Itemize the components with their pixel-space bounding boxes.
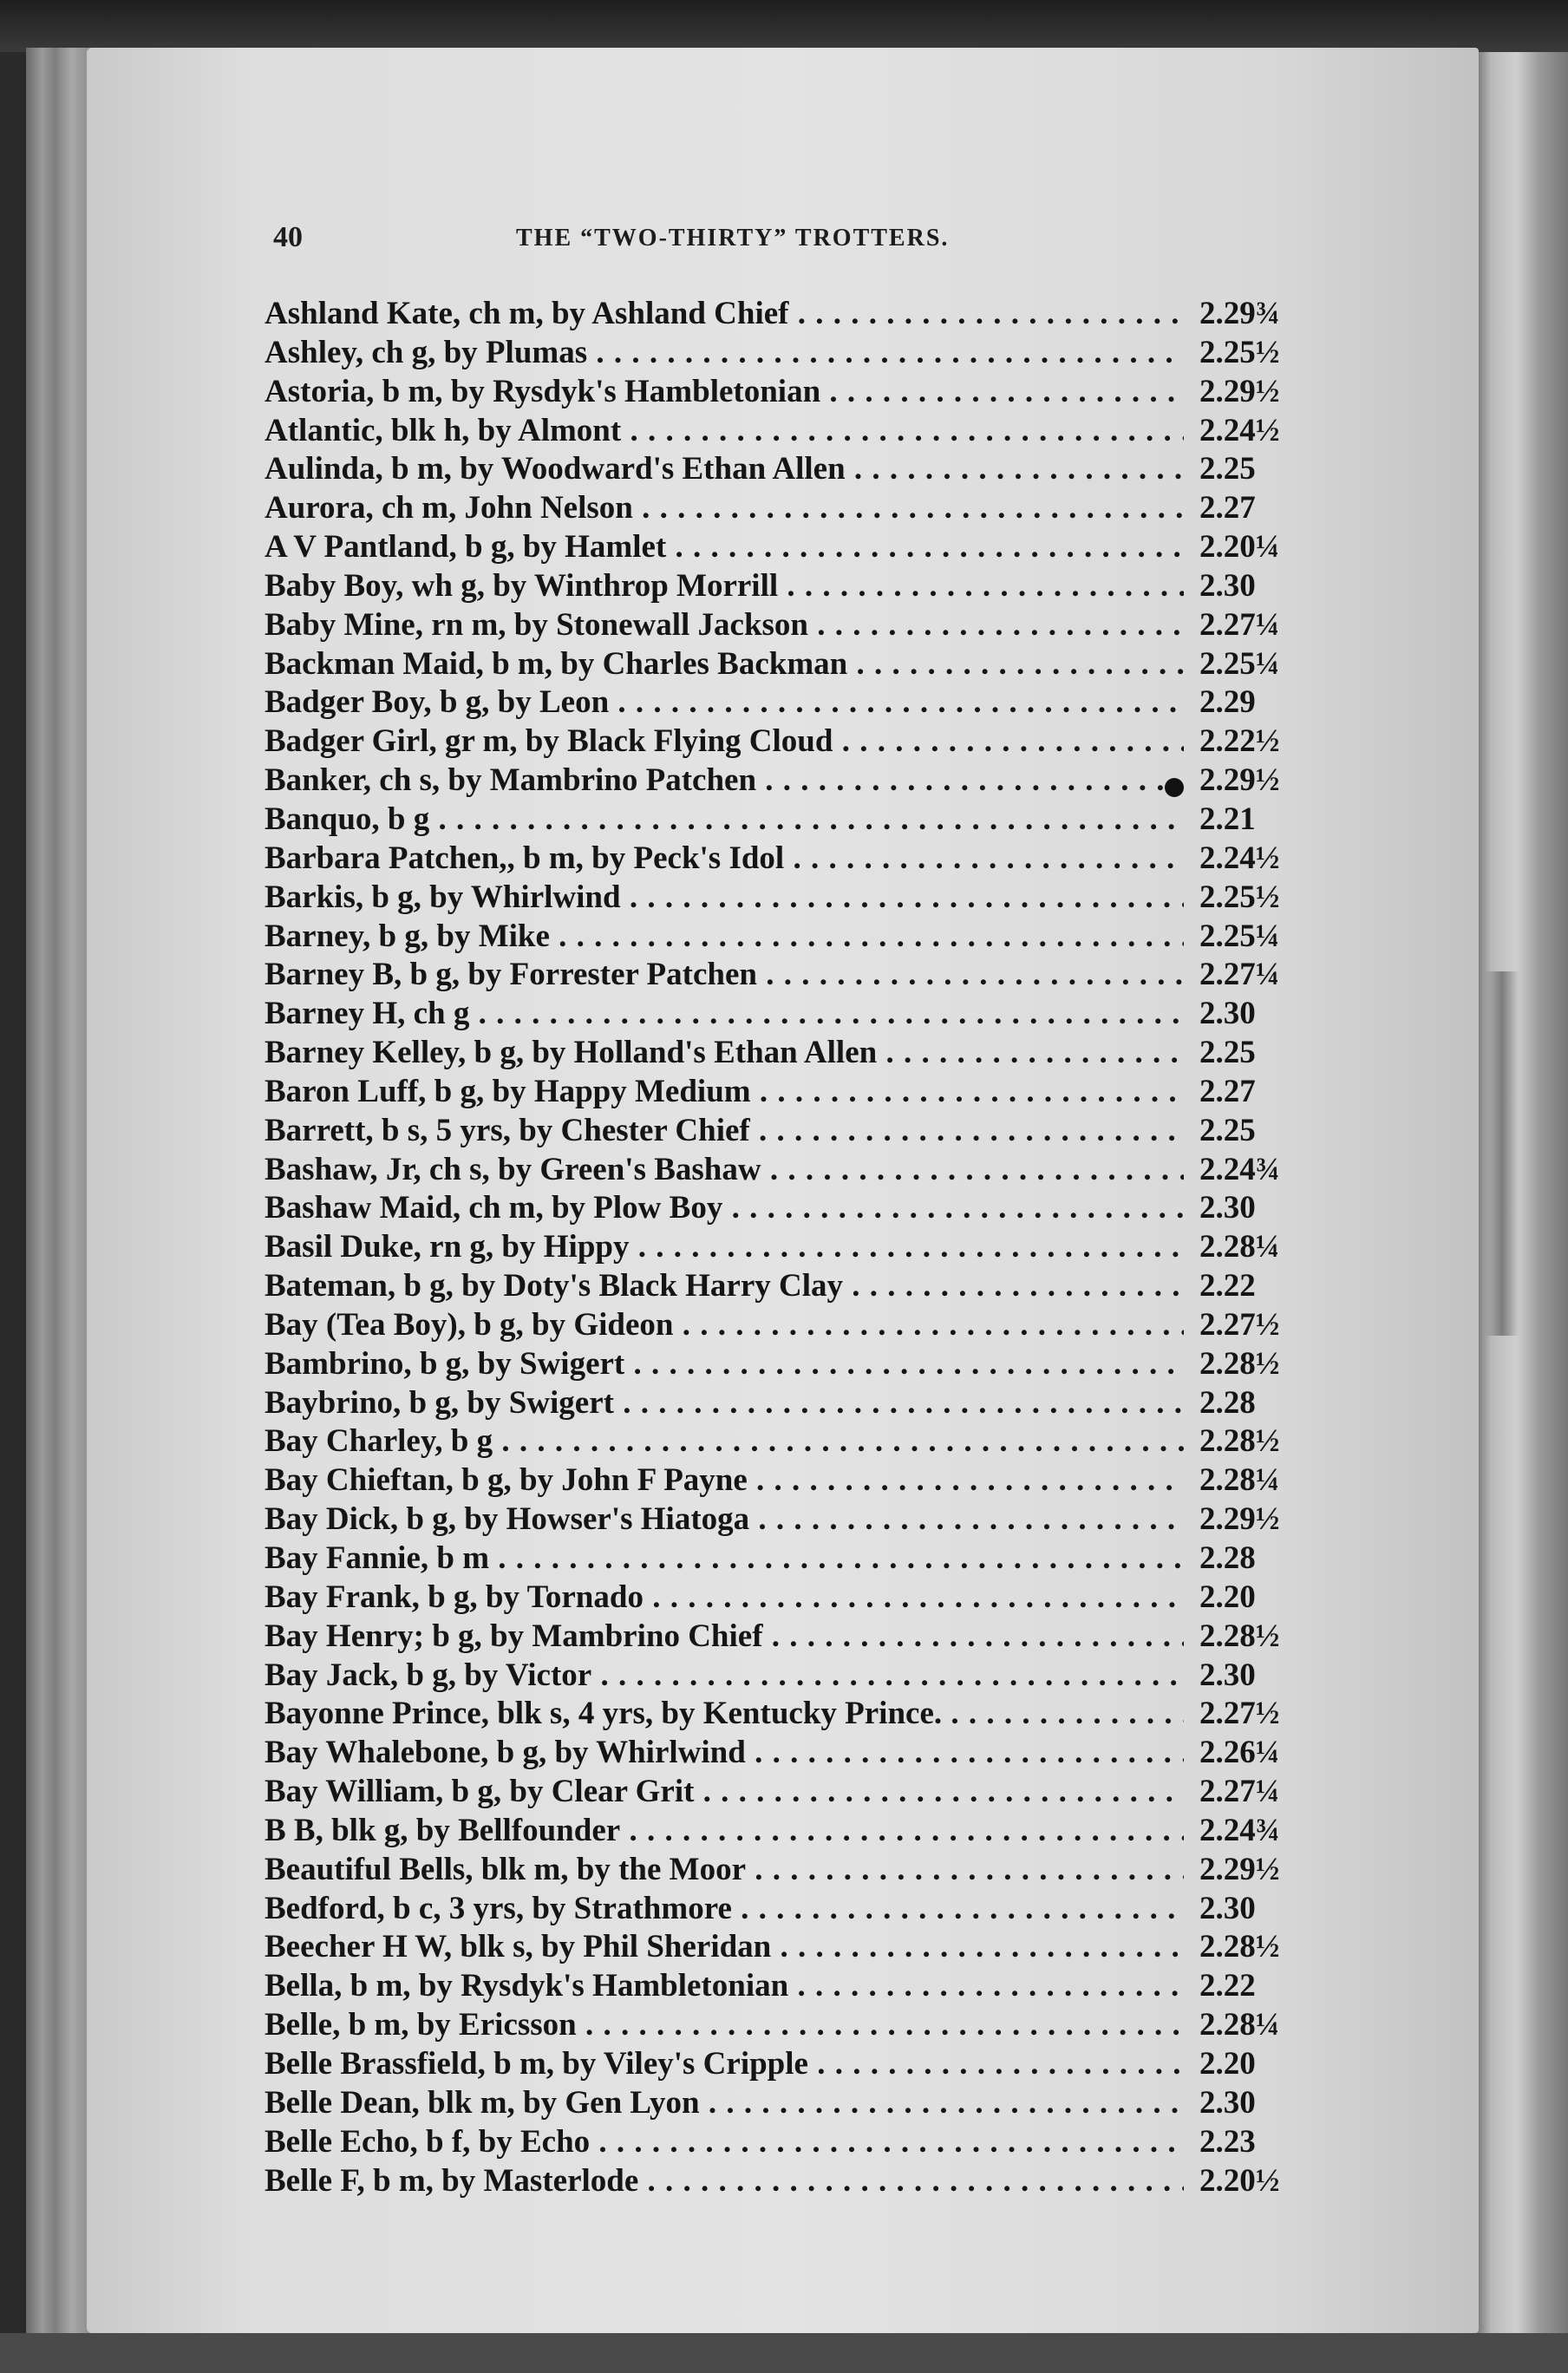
horse-description: Baron Luff, b g, by Happy Medium . . .	[265, 1073, 1184, 1111]
record-time: 2.24¾	[1199, 1812, 1280, 1848]
horse-description: Bay William, b g, by Clear Grit . . .	[265, 1773, 1184, 1811]
horse-description: Ashley, ch g, by Plumas . . .	[265, 334, 1184, 372]
record-time: 2.25	[1199, 1035, 1256, 1071]
horse-description: Bay Whalebone, b g, by Whirlwind . . .	[265, 1734, 1184, 1772]
page-header	[273, 221, 1080, 265]
horse-description: Belle F, b m, by Masterlode . . .	[265, 2162, 1184, 2200]
horse-description: Bedford, b c, 3 yrs, by Strathmore . . .	[265, 1890, 1184, 1928]
list-item	[265, 2045, 1288, 2084]
record-time: 2.20¼	[1199, 529, 1280, 565]
list-item	[265, 1228, 1288, 1267]
record-time: 2.24½	[1199, 412, 1280, 448]
horse-description: Barbara Patchen,, b m, by Peck's Idol . . .	[265, 840, 1184, 878]
horse-description: Bashaw, Jr, ch s, by Green's Bashaw . . .	[265, 1151, 1184, 1189]
record-time: 2.20	[1199, 1579, 1256, 1615]
list-item	[265, 956, 1288, 995]
list-item	[265, 995, 1288, 1034]
record-time: 2.28	[1199, 1540, 1256, 1576]
record-time: 2.28½	[1199, 1423, 1280, 1460]
horse-description: Belle Brassfield, b m, by Viley's Cripple . . .	[265, 2045, 1184, 2083]
horse-description: Bateman, b g, by Doty's Black Harry Clay . . .	[265, 1267, 1184, 1305]
horse-description: Bambrino, b g, by Swigert . . .	[265, 1345, 1184, 1383]
list-item	[265, 295, 1288, 334]
horse-description: Barrett, b s, 5 yrs, by Chester Chief . . .	[265, 1112, 1184, 1150]
horse-description: Basil Duke, rn g, by Hippy . . .	[265, 1228, 1184, 1266]
record-time: 2.25¼	[1199, 918, 1280, 954]
record-time: 2.25½	[1199, 879, 1280, 915]
record-time: 2.28¼	[1199, 1462, 1280, 1499]
horse-description: Banker, ch s, by Mambrino Patchen . . .	[265, 762, 1184, 800]
list-item	[265, 1618, 1288, 1657]
list-item	[265, 1073, 1288, 1112]
list-item	[265, 1112, 1288, 1151]
record-time: 2.25¼	[1199, 645, 1280, 682]
list-item	[265, 1306, 1288, 1345]
horse-description: Bashaw Maid, ch m, by Plow Boy . . .	[265, 1189, 1184, 1227]
list-item	[265, 1812, 1288, 1851]
horse-description: Beautiful Bells, blk m, by the Moor . . .	[265, 1851, 1184, 1889]
list-item	[265, 606, 1288, 645]
horse-description: Belle, b m, by Ericsson . . .	[265, 2006, 1184, 2044]
list-item	[265, 762, 1288, 801]
list-item	[265, 1540, 1288, 1579]
record-time: 2.30	[1199, 996, 1256, 1032]
record-time: 2.27½	[1199, 1306, 1280, 1343]
list-item	[265, 2006, 1288, 2045]
page-crease-shadow	[1485, 971, 1519, 1336]
horse-description: Badger Boy, b g, by Leon . . .	[265, 683, 1184, 722]
list-item	[265, 567, 1288, 606]
list-item	[265, 801, 1288, 840]
list-item	[265, 1461, 1288, 1500]
horse-description: Barney Kelley, b g, by Holland's Ethan Allen . . .	[265, 1034, 1184, 1072]
record-time: 2.20	[1199, 2045, 1256, 2082]
horse-description: Backman Maid, b m, by Charles Backman . . .	[265, 645, 1184, 683]
list-item	[265, 645, 1288, 684]
horse-description: B B, blk g, by Bellfounder . . .	[265, 1812, 1184, 1850]
list-item	[265, 1034, 1288, 1073]
horse-description: Bay Dick, b g, by Howser's Hiatoga . . .	[265, 1500, 1184, 1539]
record-time: 2.28	[1199, 1384, 1256, 1421]
list-item	[265, 1695, 1288, 1734]
record-time: 2.28¼	[1199, 2007, 1280, 2043]
record-time: 2.29¾	[1199, 296, 1280, 331]
list-item	[265, 1500, 1288, 1540]
record-time: 2.27¼	[1199, 1774, 1280, 1810]
record-time: 2.28½	[1199, 1345, 1280, 1382]
list-item	[265, 1928, 1288, 1967]
record-time: 2.30	[1199, 567, 1256, 604]
record-time: 2.22	[1199, 1968, 1256, 2004]
horse-description: Bay Fannie, b m . . .	[265, 1540, 1184, 1578]
horse-description: Barney B, b g, by Forrester Patchen . . .	[265, 956, 1184, 994]
record-time: 2.27½	[1199, 1696, 1280, 1732]
record-time: 2.30	[1199, 1890, 1256, 1926]
list-item	[265, 2123, 1288, 2162]
record-time: 2.29	[1199, 684, 1256, 721]
record-time: 2.29½	[1199, 762, 1280, 799]
list-item	[265, 879, 1288, 918]
list-item	[265, 489, 1288, 528]
horse-description: Bay (Tea Boy), b g, by Gideon . . .	[265, 1306, 1184, 1344]
list-item	[265, 412, 1288, 451]
horse-description: Bay Chieftan, b g, by John F Payne . . .	[265, 1461, 1184, 1500]
list-item	[265, 683, 1288, 722]
horse-description: Aurora, ch m, John Nelson . . .	[265, 489, 1184, 527]
ink-blot	[1165, 778, 1184, 797]
horse-description: Barkis, b g, by Whirlwind . . .	[265, 879, 1184, 917]
scan-top-border	[0, 0, 1568, 52]
horse-description: Barney, b g, by Mike . . .	[265, 918, 1184, 956]
record-time: 2.25	[1199, 1112, 1256, 1148]
horse-description: Bayonne Prince, blk s, 4 yrs, by Kentucky Prince. . . .	[265, 1695, 1184, 1733]
record-time: 2.27¼	[1199, 957, 1280, 993]
horse-description: Astoria, b m, by Rysdyk's Hambletonian . . .	[265, 373, 1184, 411]
list-item	[265, 1267, 1288, 1306]
record-time: 2.21	[1199, 801, 1256, 837]
horse-description: Bay Frank, b g, by Tornado . . .	[265, 1579, 1184, 1617]
list-item	[265, 1579, 1288, 1618]
horse-description: Bay Jack, b g, by Victor . . .	[265, 1657, 1184, 1695]
list-item	[265, 1967, 1288, 2006]
record-time: 2.27	[1199, 1073, 1256, 1109]
horse-description: Bay Henry; b g, by Mambrino Chief . . .	[265, 1618, 1184, 1656]
list-item	[265, 1851, 1288, 1890]
list-item	[265, 1890, 1288, 1929]
list-item	[265, 1773, 1288, 1812]
record-time: 2.23	[1199, 2123, 1256, 2160]
horse-description: Ashland Kate, ch m, by Ashland Chief . . .	[265, 295, 1184, 333]
record-time: 2.28½	[1199, 1618, 1280, 1654]
record-time: 2.30	[1199, 1657, 1256, 1693]
horse-description: Barney H, ch g . . .	[265, 995, 1184, 1033]
horse-description: Bay Charley, b g . . .	[265, 1422, 1184, 1461]
record-time: 2.22½	[1199, 723, 1280, 760]
horse-description: Aulinda, b m, by Woodward's Ethan Allen . . .	[265, 450, 1184, 488]
list-item	[265, 1189, 1288, 1228]
list-item	[265, 1657, 1288, 1696]
page-number: 40	[273, 221, 303, 253]
list-item	[265, 450, 1288, 489]
list-item	[265, 334, 1288, 373]
list-item	[265, 722, 1288, 762]
record-time: 2.28¼	[1199, 1229, 1280, 1265]
record-time: 2.22	[1199, 1268, 1256, 1304]
list-item	[265, 1151, 1288, 1190]
trotter-list	[265, 295, 1288, 2200]
record-time: 2.28½	[1199, 1929, 1280, 1965]
book-left-page-edges	[26, 48, 91, 2337]
record-time: 2.25	[1199, 451, 1256, 487]
record-time: 2.30	[1199, 2084, 1256, 2121]
scan-bottom-border	[0, 2333, 1568, 2373]
horse-description: Baby Boy, wh g, by Winthrop Morrill . . .	[265, 567, 1184, 605]
list-item	[265, 2084, 1288, 2123]
horse-description: Bella, b m, by Rysdyk's Hambletonian . . .	[265, 1967, 1184, 2005]
record-time: 2.27¼	[1199, 606, 1280, 643]
record-time: 2.29½	[1199, 373, 1280, 409]
record-time: 2.26¼	[1199, 1735, 1280, 1771]
horse-description: Atlantic, blk h, by Almont . . .	[265, 412, 1184, 450]
list-item	[265, 1384, 1288, 1423]
horse-description: Badger Girl, gr m, by Black Flying Cloud . . .	[265, 722, 1184, 761]
list-item	[265, 373, 1288, 412]
list-item	[265, 1345, 1288, 1384]
record-time: 2.29½	[1199, 1851, 1280, 1887]
running-title: THE “TWO-THIRTY” TROTTERS.	[516, 225, 950, 252]
horse-description: A V Pantland, b g, by Hamlet . . .	[265, 528, 1184, 566]
record-time: 2.30	[1199, 1190, 1256, 1226]
record-time: 2.25½	[1199, 334, 1280, 370]
list-item	[265, 918, 1288, 957]
horse-description: Baybrino, b g, by Swigert . . .	[265, 1384, 1184, 1422]
record-time: 2.24½	[1199, 840, 1280, 876]
horse-description: Belle Echo, b f, by Echo . . .	[265, 2123, 1184, 2161]
list-item	[265, 1422, 1288, 1461]
record-time: 2.27	[1199, 490, 1256, 526]
list-item	[265, 2162, 1288, 2201]
horse-description: Belle Dean, blk m, by Gen Lyon . . .	[265, 2084, 1184, 2122]
list-item	[265, 528, 1288, 567]
list-item	[265, 1734, 1288, 1773]
list-item	[265, 840, 1288, 879]
horse-description: Beecher H W, blk s, by Phil Sheridan . . .	[265, 1928, 1184, 1966]
record-time: 2.29½	[1199, 1501, 1280, 1538]
record-time: 2.24¾	[1199, 1151, 1280, 1187]
record-time: 2.20½	[1199, 2162, 1280, 2199]
horse-description: Banquo, b g . . .	[265, 801, 1184, 839]
horse-description: Baby Mine, rn m, by Stonewall Jackson . . .	[265, 606, 1184, 644]
